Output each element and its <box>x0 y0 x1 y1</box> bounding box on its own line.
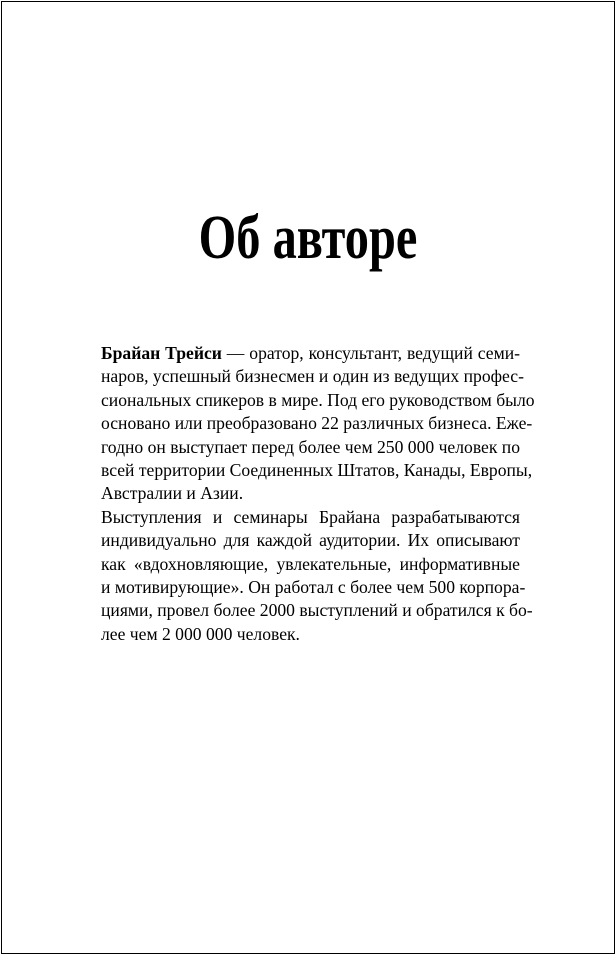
text-line: наров, успешный бизнесмен и один из ведущих профес- <box>101 366 524 387</box>
text-line: годно он выступает перед более чем 250 000 человек по <box>101 436 520 457</box>
text-line: лее чем 2 000 000 человек. <box>101 623 300 644</box>
text-line: как «вдохновляющие, увлекательные, информативные <box>101 553 520 574</box>
text-line: Брайан Трейси — оратор, консультант, ведущий семи- <box>101 343 520 363</box>
text-line: Выступления и семинары Брайана разрабатываются <box>101 506 520 527</box>
paragraph-1 <box>80 342 535 506</box>
author-name: Брайан Трейси <box>101 343 222 363</box>
text-line: циями, провел более 2000 выступлений и обратился к бо- <box>101 600 533 621</box>
text-line: индивидуально для каждой аудитории. Их описывают <box>101 530 520 551</box>
text-line: Австралии и Азии. <box>101 483 244 504</box>
paragraph-2 <box>80 506 533 646</box>
text-line: сиональных спикеров в мире. Под его руководством было <box>101 389 535 410</box>
body-text <box>80 342 535 646</box>
text-line: и мотивирующие». Он работал с более чем 500 корпора- <box>101 577 526 598</box>
page-title: Об авторе <box>198 204 418 272</box>
text-line: основано или преобразовано 22 различных бизнеса. Еже- <box>101 413 533 434</box>
book-page <box>1 1 615 954</box>
text-line: всей территории Соединенных Штатов, Канады, Европы, <box>101 460 533 481</box>
